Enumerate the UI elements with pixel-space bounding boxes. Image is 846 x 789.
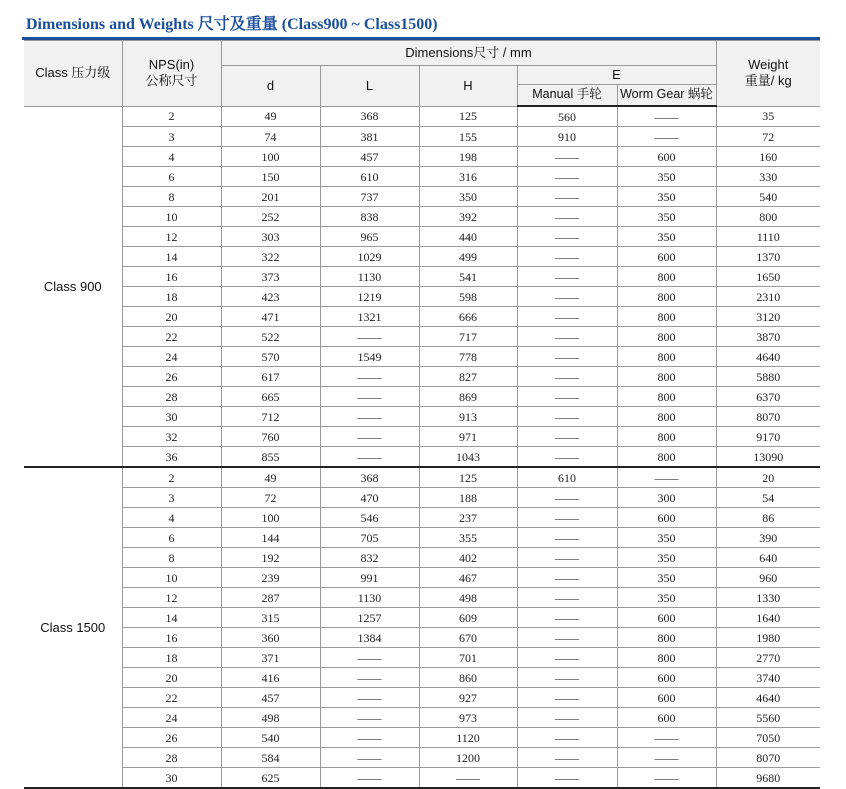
table-cell: 546: [320, 508, 419, 528]
table-cell: 18: [122, 648, 221, 668]
table-cell: 416: [221, 668, 320, 688]
table-cell: 625: [221, 768, 320, 789]
weight-header-line1: Weight: [748, 57, 789, 72]
table-cell: 35: [716, 106, 820, 127]
table-cell: 36: [122, 447, 221, 468]
table-cell: 457: [221, 688, 320, 708]
class-header: Class 压力级: [24, 41, 122, 107]
table-cell: 467: [419, 568, 517, 588]
table-cell: ——: [517, 187, 617, 207]
table-row: [24, 187, 820, 207]
table-cell: 86: [716, 508, 820, 528]
table-row: [24, 407, 820, 427]
table-row: [24, 427, 820, 447]
table-cell: 6370: [716, 387, 820, 407]
table-cell: 827: [419, 367, 517, 387]
table-cell: ——: [517, 648, 617, 668]
table-cell: 960: [716, 568, 820, 588]
table-cell: 584: [221, 748, 320, 768]
table-cell: 350: [617, 187, 716, 207]
table-cell: 13090: [716, 447, 820, 468]
table-cell: 560: [517, 106, 617, 127]
table-cell: ——: [517, 688, 617, 708]
table-cell: 717: [419, 327, 517, 347]
table-cell: 16: [122, 628, 221, 648]
table-cell: 1640: [716, 608, 820, 628]
table-cell: 712: [221, 407, 320, 427]
table-row: [24, 508, 820, 528]
table-cell: 72: [221, 488, 320, 508]
table-row: [24, 668, 820, 688]
table-cell: 26: [122, 367, 221, 387]
table-cell: 10: [122, 207, 221, 227]
table-cell: 800: [617, 407, 716, 427]
table-cell: ——: [320, 327, 419, 347]
table-cell: ——: [517, 508, 617, 528]
table-cell: 350: [419, 187, 517, 207]
table-cell: 800: [617, 267, 716, 287]
table-cell: 5560: [716, 708, 820, 728]
table-cell: 522: [221, 327, 320, 347]
table-cell: 150: [221, 167, 320, 187]
worm-gear-header: Worm Gear 蜗轮: [617, 85, 716, 107]
table-cell: 2770: [716, 648, 820, 668]
table-cell: 188: [419, 488, 517, 508]
table-cell: 160: [716, 147, 820, 167]
table-cell: 28: [122, 387, 221, 407]
table-cell: 1029: [320, 247, 419, 267]
table-cell: 322: [221, 247, 320, 267]
table-cell: 18: [122, 287, 221, 307]
table-cell: 666: [419, 307, 517, 327]
table-cell: 5880: [716, 367, 820, 387]
table-cell: 315: [221, 608, 320, 628]
table-row: [24, 628, 820, 648]
table-cell: 913: [419, 407, 517, 427]
table-cell: 705: [320, 528, 419, 548]
table-cell: ——: [517, 427, 617, 447]
table-cell: 737: [320, 187, 419, 207]
table-cell: 3: [122, 488, 221, 508]
table-cell: 9170: [716, 427, 820, 447]
table-cell: ——: [517, 167, 617, 187]
table-cell: 598: [419, 287, 517, 307]
table-cell: ——: [517, 588, 617, 608]
table-cell: 7050: [716, 728, 820, 748]
table-cell: 1384: [320, 628, 419, 648]
table-cell: 600: [617, 247, 716, 267]
table-cell: ——: [517, 608, 617, 628]
table-cell: ——: [320, 648, 419, 668]
nps-header-line1: NPS(in): [148, 57, 195, 72]
table-row: [24, 768, 820, 789]
table-row: [24, 327, 820, 347]
table-row: [24, 367, 820, 387]
table-cell: 350: [617, 548, 716, 568]
table-cell: 973: [419, 708, 517, 728]
table-cell: 1330: [716, 588, 820, 608]
table-cell: 1257: [320, 608, 419, 628]
table-row: [24, 267, 820, 287]
table-cell: ——: [517, 347, 617, 367]
table-cell: 760: [221, 427, 320, 447]
table-cell: 350: [617, 227, 716, 247]
table-row: [24, 748, 820, 768]
table-cell: 303: [221, 227, 320, 247]
table-cell: 402: [419, 548, 517, 568]
table-cell: ——: [617, 106, 716, 127]
table-cell: 600: [617, 508, 716, 528]
table-cell: 350: [617, 207, 716, 227]
table-cell: 20: [122, 668, 221, 688]
table-cell: 125: [419, 106, 517, 127]
table-cell: 965: [320, 227, 419, 247]
table-cell: ——: [617, 748, 716, 768]
table-row: [24, 467, 820, 488]
table-cell: 800: [617, 367, 716, 387]
l-header: L: [320, 66, 419, 107]
table-cell: ——: [320, 668, 419, 688]
table-cell: 350: [617, 568, 716, 588]
table-cell: ——: [517, 247, 617, 267]
table-cell: 670: [419, 628, 517, 648]
table-cell: 800: [716, 207, 820, 227]
table-cell: 49: [221, 467, 320, 488]
table-cell: 800: [617, 387, 716, 407]
table-cell: 1650: [716, 267, 820, 287]
table-cell: 8: [122, 187, 221, 207]
table-row: [24, 127, 820, 147]
table-cell: ——: [517, 287, 617, 307]
table-cell: 665: [221, 387, 320, 407]
table-cell: 1321: [320, 307, 419, 327]
table-cell: 390: [716, 528, 820, 548]
table-cell: 192: [221, 548, 320, 568]
table-cell: 855: [221, 447, 320, 468]
table-cell: 368: [320, 467, 419, 488]
table-cell: 20: [716, 467, 820, 488]
table-row: [24, 608, 820, 628]
table-cell: ——: [320, 748, 419, 768]
table-cell: 838: [320, 207, 419, 227]
table-cell: 373: [221, 267, 320, 287]
table-cell: ——: [517, 307, 617, 327]
table-cell: 12: [122, 588, 221, 608]
table-cell: 49: [221, 106, 320, 127]
table-cell: ——: [320, 688, 419, 708]
table-cell: 8: [122, 548, 221, 568]
table-cell: 3740: [716, 668, 820, 688]
table-cell: 927: [419, 688, 517, 708]
table-cell: 4: [122, 147, 221, 167]
table-cell: 800: [617, 628, 716, 648]
table-row: [24, 247, 820, 267]
table-cell: 778: [419, 347, 517, 367]
table-cell: ——: [320, 728, 419, 748]
table-cell: 471: [221, 307, 320, 327]
table-row: [24, 528, 820, 548]
table-cell: 800: [617, 447, 716, 468]
table-row: [24, 447, 820, 468]
nps-header: [122, 41, 221, 107]
table-cell: ——: [517, 327, 617, 347]
table-cell: ——: [419, 768, 517, 789]
table-cell: 1549: [320, 347, 419, 367]
table-cell: 10: [122, 568, 221, 588]
dimensions-header: Dimensions尺寸 / mm: [221, 41, 716, 66]
table-cell: ——: [617, 467, 716, 488]
table-cell: 971: [419, 427, 517, 447]
table-cell: ——: [517, 728, 617, 748]
table-cell: 600: [617, 147, 716, 167]
table-cell: 610: [517, 467, 617, 488]
table-cell: 1219: [320, 287, 419, 307]
table-cell: 381: [320, 127, 419, 147]
weight-header-line2: 重量/ kg: [744, 73, 792, 89]
table-cell: ——: [517, 407, 617, 427]
table-cell: 3120: [716, 307, 820, 327]
table-cell: 860: [419, 668, 517, 688]
table-cell: 24: [122, 708, 221, 728]
table-cell: 330: [716, 167, 820, 187]
table-cell: 239: [221, 568, 320, 588]
table-cell: 100: [221, 508, 320, 528]
table-cell: 14: [122, 247, 221, 267]
table-row: [24, 287, 820, 307]
d-header: d: [221, 66, 320, 107]
table-cell: 12: [122, 227, 221, 247]
table-cell: ——: [517, 488, 617, 508]
table-row: [24, 167, 820, 187]
table-cell: ——: [517, 147, 617, 167]
table-cell: 54: [716, 488, 820, 508]
table-cell: ——: [320, 367, 419, 387]
table-cell: ——: [517, 768, 617, 789]
table-cell: ——: [517, 568, 617, 588]
table-cell: ——: [517, 367, 617, 387]
table-cell: 800: [617, 307, 716, 327]
table-cell: 640: [716, 548, 820, 568]
table-cell: ——: [320, 447, 419, 468]
table-cell: 2: [122, 106, 221, 127]
table-cell: 800: [617, 327, 716, 347]
table-cell: 600: [617, 708, 716, 728]
table-cell: 350: [617, 588, 716, 608]
table-cell: 9680: [716, 768, 820, 789]
table-cell: 30: [122, 407, 221, 427]
table-cell: 1200: [419, 748, 517, 768]
table-row: [24, 708, 820, 728]
table-cell: 16: [122, 267, 221, 287]
table-row: [24, 147, 820, 167]
table-row: [24, 688, 820, 708]
table-cell: ——: [320, 708, 419, 728]
table-cell: 869: [419, 387, 517, 407]
table-cell: ——: [320, 768, 419, 789]
table-cell: ——: [517, 387, 617, 407]
table-cell: 125: [419, 467, 517, 488]
e-header: E: [517, 66, 716, 85]
table-row: [24, 588, 820, 608]
table-cell: ——: [320, 427, 419, 447]
table-cell: 540: [221, 728, 320, 748]
table-row: [24, 387, 820, 407]
table-cell: 800: [617, 287, 716, 307]
table-cell: 991: [320, 568, 419, 588]
class-900-group: [24, 106, 820, 467]
table-cell: 8070: [716, 407, 820, 427]
table-cell: ——: [517, 548, 617, 568]
table-row: [24, 568, 820, 588]
table-cell: 540: [716, 187, 820, 207]
table-cell: 300: [617, 488, 716, 508]
table-cell: 440: [419, 227, 517, 247]
dimensions-table: [24, 40, 820, 789]
table-cell: 609: [419, 608, 517, 628]
document-title: Dimensions and Weights 尺寸及重量 (Class900 ~ Class1500): [26, 16, 438, 33]
table-cell: 24: [122, 347, 221, 367]
table-cell: 6: [122, 528, 221, 548]
table-cell: 541: [419, 267, 517, 287]
table-cell: 1370: [716, 247, 820, 267]
table-cell: 392: [419, 207, 517, 227]
table-cell: 20: [122, 307, 221, 327]
table-row: [24, 227, 820, 247]
table-row: [24, 648, 820, 668]
h-header: H: [419, 66, 517, 107]
table-cell: ——: [517, 227, 617, 247]
table-row: [24, 207, 820, 227]
table-cell: 3: [122, 127, 221, 147]
table-cell: 1120: [419, 728, 517, 748]
nps-header-line2: 公称尺寸: [145, 73, 198, 89]
table-cell: ——: [617, 127, 716, 147]
class-1500-group: [24, 467, 820, 788]
table-cell: 4: [122, 508, 221, 528]
table-cell: 800: [617, 648, 716, 668]
table-cell: 800: [617, 347, 716, 367]
table-cell: 252: [221, 207, 320, 227]
table-cell: 1130: [320, 267, 419, 287]
table-cell: ——: [617, 728, 716, 748]
table-cell: 600: [617, 668, 716, 688]
table-cell: 355: [419, 528, 517, 548]
table-cell: 144: [221, 528, 320, 548]
class-label: Class 1500: [24, 467, 122, 788]
table-cell: 237: [419, 508, 517, 528]
table-cell: 8070: [716, 748, 820, 768]
table-cell: 30: [122, 768, 221, 789]
table-cell: ——: [517, 267, 617, 287]
table-row: [24, 548, 820, 568]
table-cell: 3870: [716, 327, 820, 347]
table-cell: 100: [221, 147, 320, 167]
table-cell: 350: [617, 528, 716, 548]
table-cell: 800: [617, 427, 716, 447]
table-cell: 6: [122, 167, 221, 187]
table-cell: ——: [517, 628, 617, 648]
table-cell: 201: [221, 187, 320, 207]
table-cell: 32: [122, 427, 221, 447]
table-cell: ——: [617, 768, 716, 789]
table-row: [24, 347, 820, 367]
table-cell: 499: [419, 247, 517, 267]
table-cell: 1130: [320, 588, 419, 608]
table-cell: 610: [320, 167, 419, 187]
table-cell: 2: [122, 467, 221, 488]
table-cell: 600: [617, 688, 716, 708]
manual-header: Manual 手轮: [517, 85, 617, 107]
table-cell: ——: [517, 748, 617, 768]
table-cell: ——: [517, 207, 617, 227]
table-cell: ——: [320, 387, 419, 407]
table-cell: 28: [122, 748, 221, 768]
table-cell: 1043: [419, 447, 517, 468]
table-row: [24, 106, 820, 127]
table-cell: 198: [419, 147, 517, 167]
weight-header: [716, 41, 820, 107]
table-cell: 570: [221, 347, 320, 367]
table-cell: ——: [517, 528, 617, 548]
table-cell: 368: [320, 106, 419, 127]
table-cell: ——: [517, 708, 617, 728]
table-cell: 4640: [716, 688, 820, 708]
table-cell: 617: [221, 367, 320, 387]
table-cell: 74: [221, 127, 320, 147]
table-header: [24, 41, 820, 107]
table-cell: 910: [517, 127, 617, 147]
table-row: [24, 728, 820, 748]
table-row: [24, 488, 820, 508]
table-cell: 1980: [716, 628, 820, 648]
table-cell: 350: [617, 167, 716, 187]
table-cell: 498: [221, 708, 320, 728]
table-cell: 498: [419, 588, 517, 608]
table-row: [24, 307, 820, 327]
table-cell: ——: [320, 407, 419, 427]
table-cell: 4640: [716, 347, 820, 367]
table-cell: 832: [320, 548, 419, 568]
table-cell: 14: [122, 608, 221, 628]
table-cell: 2310: [716, 287, 820, 307]
table-cell: 701: [419, 648, 517, 668]
table-cell: 600: [617, 608, 716, 628]
table-cell: 22: [122, 688, 221, 708]
table-cell: 360: [221, 628, 320, 648]
table-cell: 423: [221, 287, 320, 307]
table-cell: 155: [419, 127, 517, 147]
table-cell: 470: [320, 488, 419, 508]
class-label: Class 900: [24, 106, 122, 467]
table-cell: 1110: [716, 227, 820, 247]
table-cell: 72: [716, 127, 820, 147]
table-cell: ——: [517, 668, 617, 688]
table-cell: 457: [320, 147, 419, 167]
table-cell: 371: [221, 648, 320, 668]
table-cell: 22: [122, 327, 221, 347]
table-cell: 287: [221, 588, 320, 608]
table-cell: 316: [419, 167, 517, 187]
table-cell: ——: [517, 447, 617, 468]
table-cell: 26: [122, 728, 221, 748]
